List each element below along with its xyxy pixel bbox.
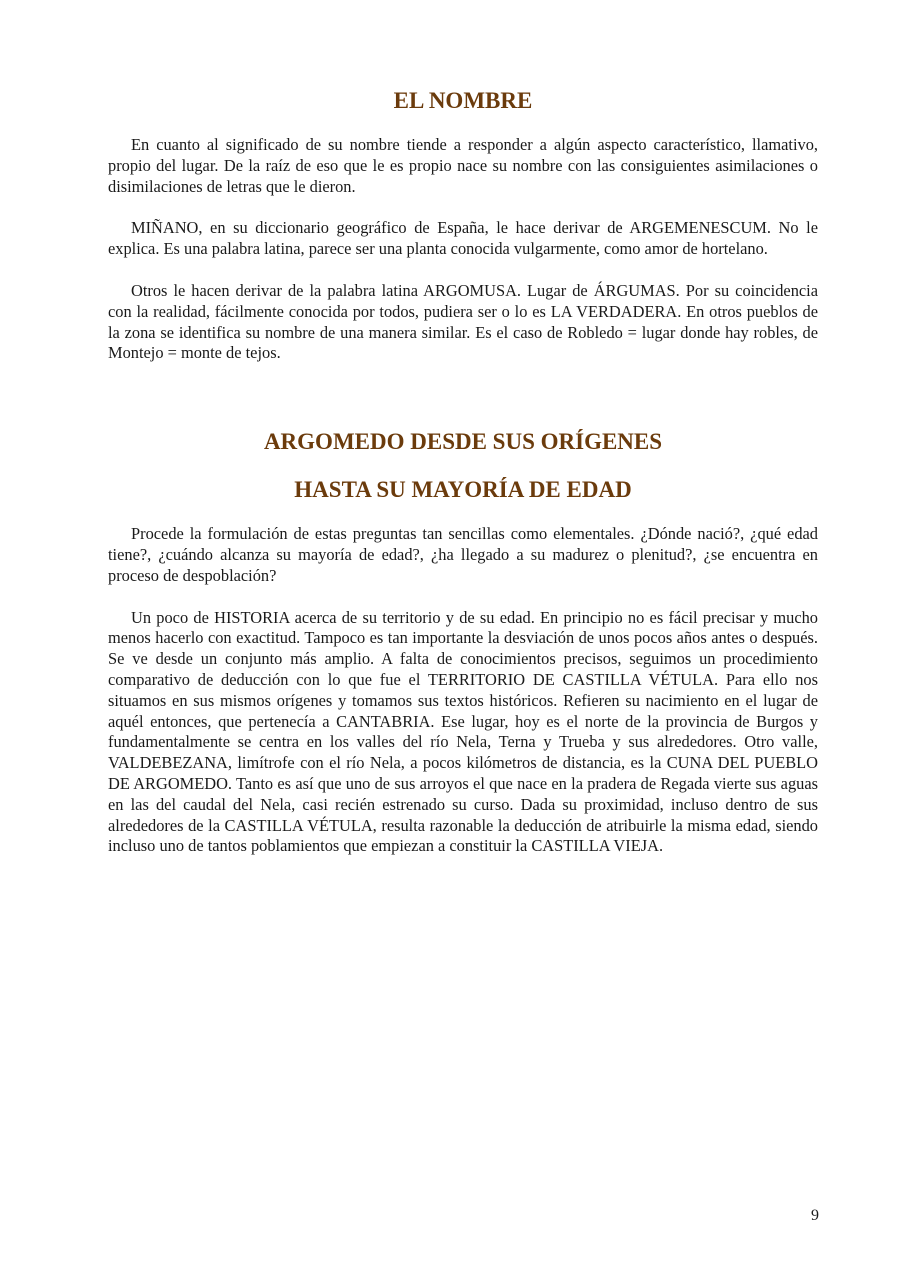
section-title-origenes: ARGOMEDO DESDE SUS ORÍGENES xyxy=(263,429,663,455)
paragraph-significado: En cuanto al significado de su nombre tiende a responder a algún aspecto característico, llamativo, propio del lugar. De la raíz de eso que le es propio nace su nombre con las consiguientes asimilaciones o disimilaciones de letras que le dieron. xyxy=(108,135,818,196)
document-page xyxy=(108,86,818,878)
paragraph-minano: MIÑANO, en su diccionario geográfico de España, le hace derivar de ARGEMENESCUM. No le explica. Es una palabra latina, parece ser una planta conocida vulgarmente, como amor de hortelano. xyxy=(108,218,818,259)
paragraph-historia: Un poco de HISTORIA acerca de su territorio y de su edad. En principio no es fácil precisar y mucho menos hacerlo con exactitud. Tampoco es tan importante la desviación de unos pocos años antes o después. Se ve desde un conjunto más amplio. A falta de conocimientos precisos, seguimos un procedimiento comparativo de deducción con lo que fue el TERRITORIO DE CASTILLA VÉTULA. Para ello nos situamos en sus mismos orígenes y tomamos sus textos históricos. Refieren su nacimiento en el lugar de aquél entonces, que pertenecía a CANTABRIA. Ese lugar, hoy es el norte de la provincia de Burgos y fundamentalmente se centra en los valles del río Nela, Terna y Trueba y sus alrededores. Otro valle, VALDEBEZANA, limítrofe con el río Nela, a pocos kilómetros de distancia, es la CUNA DEL PUEBLO DE ARGOMEDO. Tanto es así que uno de sus arroyos el que nace en la pradera de Regada vierte sus aguas en las del caudal del Nela, casi recién estrenado su curso. Dada su proximidad, incluso dentro de sus alrededores de la CASTILLA VÉTULA, resulta razonable la deducción de atribuirle la misma edad, siendo incluso uno de tantos poblamientos que empiezan a constituir la CASTILLA VIEJA. xyxy=(108,607,818,856)
paragraph-argomusa: Otros le hacen derivar de la palabra latina ARGOMUSA. Lugar de ÁRGUMAS. Por su coincidencia con la realidad, fácilmente conocida por todos, pudiera ser o lo es LA VERDADERA. En otros pueblos de la zona se identifica su nombre de una manera similar. Es el caso de Robledo = lugar donde hay robles, de Montejo = monte de tejos. xyxy=(108,280,818,363)
page-number: 9 xyxy=(811,1207,819,1224)
section-title-mayoria-edad: HASTA SU MAYORÍA DE EDAD xyxy=(294,477,632,503)
section-title-el-nombre: EL NOMBRE xyxy=(393,88,533,113)
paragraph-preguntas: Procede la formulación de estas preguntas tan sencillas como elementales. ¿Dónde nació?, ¿qué edad tiene?, ¿cuándo alcanza su mayoría de edad?, ¿ha llegado a su madurez o plenitud?, ¿se encuentra en proceso de despoblación? xyxy=(108,524,818,585)
